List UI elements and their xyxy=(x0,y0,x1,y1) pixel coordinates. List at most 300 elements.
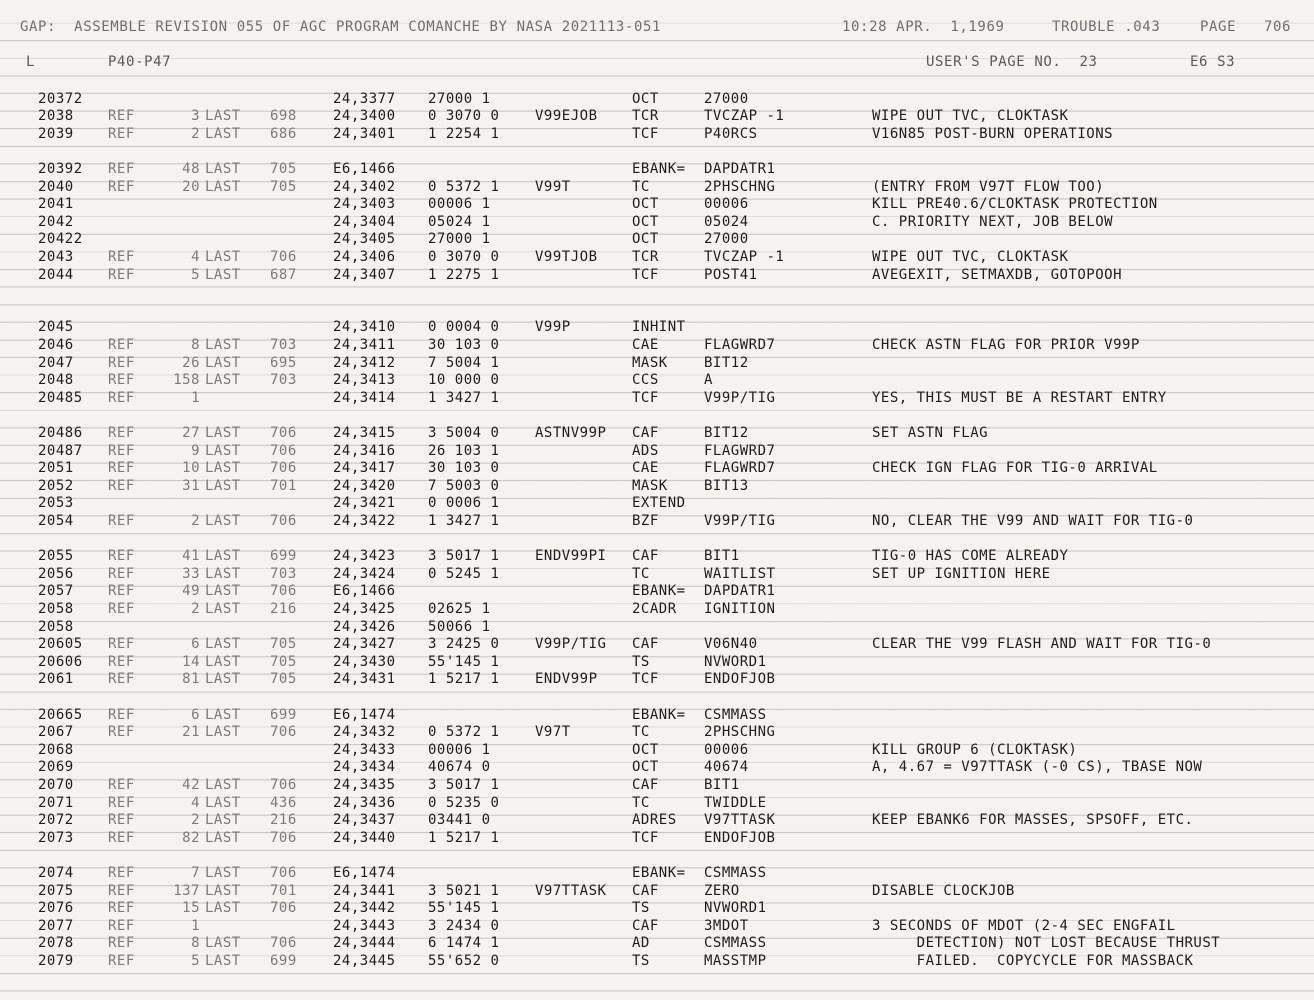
opcode: CAF xyxy=(632,636,659,653)
users-page-label: USER'S PAGE NO. 23 xyxy=(926,54,1098,70)
last-page: 706 xyxy=(270,724,297,741)
last-marker: LAST xyxy=(205,601,241,617)
last-marker: LAST xyxy=(205,935,241,952)
operand: BIT12 xyxy=(704,354,749,371)
listing-row xyxy=(0,319,1314,337)
ref-count: 41 xyxy=(182,548,200,565)
page-number: 706 xyxy=(1264,19,1292,35)
operand: 3MDOT xyxy=(704,917,749,934)
address: 24,3403 xyxy=(333,196,396,213)
address: E6,1474 xyxy=(333,865,396,881)
octal-code: 40674 0 xyxy=(428,759,491,776)
line-number: 2048 xyxy=(38,372,74,389)
line-number: 20487 xyxy=(38,442,83,459)
listing-row xyxy=(0,830,1314,848)
listing-row xyxy=(0,724,1314,742)
ref-marker: REF xyxy=(108,953,135,969)
address: 24,3432 xyxy=(333,724,396,741)
operand: TVCZAP -1 xyxy=(704,249,785,265)
last-page: 706 xyxy=(270,865,297,881)
ref-marker: REF xyxy=(108,601,135,617)
line-number: 2078 xyxy=(38,935,74,952)
address: 24,3434 xyxy=(333,759,396,776)
listing-row xyxy=(0,742,1314,760)
last-marker: LAST xyxy=(205,178,241,195)
opcode: EBANK= xyxy=(632,706,686,723)
comment: V16N85 POST-BURN OPERATIONS xyxy=(872,125,1114,142)
last-marker: LAST xyxy=(205,266,241,283)
last-marker: LAST xyxy=(205,636,241,653)
address: 24,3425 xyxy=(333,601,396,617)
last-page: 703 xyxy=(270,372,297,389)
operand: IGNITION xyxy=(704,601,776,617)
last-page: 216 xyxy=(270,601,297,617)
last-page: 699 xyxy=(270,953,297,969)
listing-row xyxy=(0,407,1314,425)
listing-row xyxy=(0,108,1314,126)
address: 24,3407 xyxy=(333,266,396,283)
operand: BIT13 xyxy=(704,477,749,494)
octal-code: 0 3070 0 xyxy=(428,108,500,125)
comment: A, 4.67 = V97TTASK (-0 CS), TBASE NOW xyxy=(872,759,1203,776)
last-page: 703 xyxy=(270,337,297,353)
listing-row xyxy=(0,161,1314,179)
opcode: ADRES xyxy=(632,812,677,829)
address: 24,3426 xyxy=(333,618,396,635)
operand: NVWORD1 xyxy=(704,653,767,670)
ref-count: 42 xyxy=(182,777,200,793)
listing-row xyxy=(0,548,1314,566)
last-marker: LAST xyxy=(205,671,241,688)
listing-title: GAP: ASSEMBLE REVISION 055 OF AGC PROGRAM COMANCHE BY NASA 2021113-051 xyxy=(20,19,662,35)
line-number: 2072 xyxy=(38,812,74,829)
line-number: 20372 xyxy=(38,90,83,107)
address: 24,3405 xyxy=(333,231,396,248)
operand: 27000 xyxy=(704,231,749,248)
ref-marker: REF xyxy=(108,583,135,600)
address: 24,3400 xyxy=(333,108,396,125)
line-number: 2079 xyxy=(38,953,74,969)
ref-marker: REF xyxy=(108,706,135,723)
comment: SET UP IGNITION HERE xyxy=(872,565,1051,582)
octal-code: 10 000 0 xyxy=(428,372,500,389)
octal-code: 0 5372 1 xyxy=(428,724,500,741)
operand: POST41 xyxy=(704,266,758,283)
line-number: 2045 xyxy=(38,319,74,336)
opcode: TC xyxy=(632,178,650,195)
listing-row xyxy=(0,390,1314,408)
last-page: 699 xyxy=(270,706,297,723)
line-number: 2076 xyxy=(38,900,74,917)
comment: CHECK ASTN FLAG FOR PRIOR V99P xyxy=(872,337,1140,353)
ref-marker: REF xyxy=(108,337,135,353)
last-marker: LAST xyxy=(205,794,241,811)
line-number: 2077 xyxy=(38,917,74,934)
opcode: CAF xyxy=(632,777,659,793)
operand: 40674 xyxy=(704,759,749,776)
listing-row xyxy=(0,126,1314,144)
last-marker: LAST xyxy=(205,477,241,494)
listing-row xyxy=(0,196,1314,214)
symbol-label: ENDV99P xyxy=(535,671,598,688)
ref-count: 2 xyxy=(191,125,200,142)
line-number: 2053 xyxy=(38,495,74,512)
last-marker: LAST xyxy=(205,953,241,969)
ref-count: 33 xyxy=(182,565,200,582)
listing-row xyxy=(0,179,1314,197)
ref-marker: REF xyxy=(108,178,135,195)
last-page: 706 xyxy=(270,935,297,952)
listing-row xyxy=(0,302,1314,320)
opcode: CAF xyxy=(632,548,659,565)
last-marker: LAST xyxy=(205,882,241,899)
operand: TWIDDLE xyxy=(704,794,767,811)
last-marker: LAST xyxy=(205,513,241,529)
ref-marker: REF xyxy=(108,477,135,494)
address: 24,3433 xyxy=(333,741,396,758)
listing-row xyxy=(0,249,1314,267)
symbol-label: ENDV99PI xyxy=(535,548,607,565)
ref-marker: REF xyxy=(108,935,135,952)
opcode: MASK xyxy=(632,354,668,371)
comment: CHECK IGN FLAG FOR TIG-0 ARRIVAL xyxy=(872,460,1158,477)
comment: WIPE OUT TVC, CLOKTASK xyxy=(872,108,1069,125)
ref-marker: REF xyxy=(108,161,135,177)
operand: 2PHSCHNG xyxy=(704,724,776,741)
operand: 05024 xyxy=(704,213,749,230)
operand: FLAGWRD7 xyxy=(704,460,776,477)
comment: TIG-0 HAS COME ALREADY xyxy=(872,548,1069,565)
line-number: 20422 xyxy=(38,231,83,248)
octal-code: 7 5004 1 xyxy=(428,354,500,371)
listing-row xyxy=(0,143,1314,161)
listing-row xyxy=(0,214,1314,232)
opcode: OCT xyxy=(632,759,659,776)
ref-count: 8 xyxy=(191,337,200,353)
ref-marker: REF xyxy=(108,653,135,670)
line-number: 2040 xyxy=(38,178,74,195)
symbol-label: V99P/TIG xyxy=(535,636,607,653)
address: 24,3436 xyxy=(333,794,396,811)
last-page: 706 xyxy=(270,777,297,793)
last-marker: LAST xyxy=(205,354,241,371)
octal-code: 05024 1 xyxy=(428,213,491,230)
ref-count: 2 xyxy=(191,601,200,617)
listing-row xyxy=(0,900,1314,918)
listing-row xyxy=(0,443,1314,461)
listing-row xyxy=(0,619,1314,637)
operand: NVWORD1 xyxy=(704,900,767,917)
octal-code: 3 5017 1 xyxy=(428,548,500,565)
line-number: 20605 xyxy=(38,636,83,653)
ref-count: 14 xyxy=(182,653,200,670)
octal-code: 1 3427 1 xyxy=(428,389,500,406)
octal-code: 00006 1 xyxy=(428,741,491,758)
ref-count: 5 xyxy=(191,953,200,969)
comment: KILL GROUP 6 (CLOKTASK) xyxy=(872,741,1078,758)
listing-row xyxy=(0,337,1314,355)
opcode: TCF xyxy=(632,389,659,406)
last-marker: LAST xyxy=(205,777,241,793)
ref-marker: REF xyxy=(108,671,135,688)
octal-code: 1 5217 1 xyxy=(428,829,500,846)
listing-row xyxy=(0,759,1314,777)
line-number: 2043 xyxy=(38,249,74,265)
opcode: 2CADR xyxy=(632,601,677,617)
last-page: 686 xyxy=(270,125,297,142)
listing-timestamp: 10:28 APR. 1,1969 xyxy=(842,19,1005,35)
opcode: CAE xyxy=(632,337,659,353)
address: 24,3443 xyxy=(333,917,396,934)
line-number: 2057 xyxy=(38,583,74,600)
address: 24,3427 xyxy=(333,636,396,653)
address: 24,3413 xyxy=(333,372,396,389)
last-marker: LAST xyxy=(205,161,241,177)
ref-marker: REF xyxy=(108,724,135,741)
opcode: OCT xyxy=(632,231,659,248)
address: 24,3441 xyxy=(333,882,396,899)
line-number: 2046 xyxy=(38,337,74,353)
last-marker: LAST xyxy=(205,565,241,582)
octal-code: 55'145 1 xyxy=(428,900,500,917)
opcode: TS xyxy=(632,953,650,969)
ref-marker: REF xyxy=(108,125,135,142)
octal-code: 0 5235 0 xyxy=(428,794,500,811)
last-marker: LAST xyxy=(205,653,241,670)
octal-code: 3 2434 0 xyxy=(428,917,500,934)
opcode: CAF xyxy=(632,882,659,899)
operand: V97TTASK xyxy=(704,812,776,829)
last-marker: LAST xyxy=(205,548,241,565)
address: 24,3424 xyxy=(333,565,396,582)
line-number: 2044 xyxy=(38,266,74,283)
ref-marker: REF xyxy=(108,108,135,125)
octal-code: 1 5217 1 xyxy=(428,671,500,688)
line-number: 2054 xyxy=(38,513,74,529)
operand: V99P/TIG xyxy=(704,513,776,529)
operand: BIT12 xyxy=(704,425,749,441)
ref-marker: REF xyxy=(108,777,135,793)
listing-row xyxy=(0,812,1314,830)
opcode: ADS xyxy=(632,442,659,459)
operand: ZERO xyxy=(704,882,740,899)
opcode: TCF xyxy=(632,829,659,846)
ref-count: 2 xyxy=(191,513,200,529)
operand: V06N40 xyxy=(704,636,758,653)
last-page: 216 xyxy=(270,812,297,829)
last-marker: LAST xyxy=(205,372,241,389)
last-marker: LAST xyxy=(205,125,241,142)
line-number: 2067 xyxy=(38,724,74,741)
operand: CSMMASS xyxy=(704,706,767,723)
section-label: P40-P47 xyxy=(108,54,172,70)
line-number: 2075 xyxy=(38,882,74,899)
octal-code: 6 1474 1 xyxy=(428,935,500,952)
opcode: CAF xyxy=(632,917,659,934)
ref-count: 82 xyxy=(182,829,200,846)
listing-row xyxy=(0,91,1314,109)
ref-count: 10 xyxy=(182,460,200,477)
left-flag: L xyxy=(26,54,36,70)
ref-marker: REF xyxy=(108,548,135,565)
ref-count: 9 xyxy=(191,442,200,459)
address: 24,3421 xyxy=(333,495,396,512)
comment: C. PRIORITY NEXT, JOB BELOW xyxy=(872,213,1114,230)
octal-code: 27000 1 xyxy=(428,90,491,107)
ref-count: 27 xyxy=(182,425,200,441)
comment: WIPE OUT TVC, CLOKTASK xyxy=(872,249,1069,265)
line-number: 2068 xyxy=(38,741,74,758)
octal-code: 3 2425 0 xyxy=(428,636,500,653)
octal-code: 7 5003 0 xyxy=(428,477,500,494)
address: 24,3431 xyxy=(333,671,396,688)
listing-row xyxy=(0,495,1314,513)
listing-row xyxy=(0,654,1314,672)
ref-count: 137 xyxy=(173,882,200,899)
ref-marker: REF xyxy=(108,354,135,371)
line-number: 2038 xyxy=(38,108,74,125)
last-page: 695 xyxy=(270,354,297,371)
opcode: OCT xyxy=(632,196,659,213)
address: 24,3435 xyxy=(333,777,396,793)
opcode: TCR xyxy=(632,249,659,265)
opcode: CAE xyxy=(632,460,659,477)
line-number: 2039 xyxy=(38,125,74,142)
symbol-label: V97T xyxy=(535,724,571,741)
last-marker: LAST xyxy=(205,724,241,741)
octal-code: 3 5021 1 xyxy=(428,882,500,899)
opcode: EBANK= xyxy=(632,161,686,177)
ref-count: 26 xyxy=(182,354,200,371)
ref-marker: REF xyxy=(108,636,135,653)
opcode: TCF xyxy=(632,266,659,283)
ref-marker: REF xyxy=(108,372,135,389)
address: 24,3416 xyxy=(333,442,396,459)
listing-row xyxy=(0,918,1314,936)
address: 24,3422 xyxy=(333,513,396,529)
ref-marker: REF xyxy=(108,812,135,829)
last-marker: LAST xyxy=(205,812,241,829)
address: E6,1466 xyxy=(333,161,396,177)
ref-marker: REF xyxy=(108,425,135,441)
ref-count: 31 xyxy=(182,477,200,494)
symbol-label: V99EJOB xyxy=(535,108,598,125)
ref-marker: REF xyxy=(108,249,135,265)
last-marker: LAST xyxy=(205,865,241,881)
last-page: 687 xyxy=(270,266,297,283)
octal-code: 0 5372 1 xyxy=(428,178,500,195)
address: 24,3401 xyxy=(333,125,396,142)
last-marker: LAST xyxy=(205,442,241,459)
ref-count: 7 xyxy=(191,865,200,881)
line-number: 2058 xyxy=(38,618,74,635)
opcode: EXTEND xyxy=(632,495,686,512)
address: 24,3414 xyxy=(333,389,396,406)
octal-code: 03441 0 xyxy=(428,812,491,829)
operand: 00006 xyxy=(704,196,749,213)
bank-label: E6 S3 xyxy=(1190,54,1236,70)
listing-row xyxy=(0,478,1314,496)
listing-row xyxy=(0,707,1314,725)
listing-row xyxy=(0,953,1314,971)
address: 24,3444 xyxy=(333,935,396,952)
last-page: 703 xyxy=(270,565,297,582)
last-marker: LAST xyxy=(205,425,241,441)
ref-count: 1 xyxy=(191,389,200,406)
operand: DAPDATR1 xyxy=(704,583,776,600)
comment: SET ASTN FLAG xyxy=(872,425,989,441)
line-number: 2047 xyxy=(38,354,74,371)
line-number: 2056 xyxy=(38,565,74,582)
address: 24,3410 xyxy=(333,319,396,336)
operand: ENDOFJOB xyxy=(704,671,776,688)
comment: AVEGEXIT, SETMAXDB, GOTOPOOH xyxy=(872,266,1123,283)
opcode: INHINT xyxy=(632,319,686,336)
last-page: 706 xyxy=(270,425,297,441)
operand: MASSTMP xyxy=(704,953,767,969)
listing-row xyxy=(0,795,1314,813)
ref-marker: REF xyxy=(108,565,135,582)
comment: YES, THIS MUST BE A RESTART ENTRY xyxy=(872,389,1167,406)
symbol-label: V99TJOB xyxy=(535,249,598,265)
octal-code: 55'652 0 xyxy=(428,953,500,969)
listing-row xyxy=(0,284,1314,302)
ref-count: 158 xyxy=(173,372,200,389)
last-marker: LAST xyxy=(205,249,241,265)
address: 24,3442 xyxy=(333,900,396,917)
line-number: 2041 xyxy=(38,196,74,213)
address: 24,3412 xyxy=(333,354,396,371)
address: 24,3440 xyxy=(333,829,396,846)
opcode: OCT xyxy=(632,741,659,758)
listing-row xyxy=(0,231,1314,249)
octal-code: 50066 1 xyxy=(428,618,491,635)
opcode: TCF xyxy=(632,671,659,688)
octal-code: 3 5004 0 xyxy=(428,425,500,441)
opcode: MASK xyxy=(632,477,668,494)
last-page: 436 xyxy=(270,794,297,811)
octal-code: 3 5017 1 xyxy=(428,777,500,793)
ref-count: 21 xyxy=(182,724,200,741)
ref-marker: REF xyxy=(108,865,135,881)
comment: CLEAR THE V99 FLASH AND WAIT FOR TIG-0 xyxy=(872,636,1212,653)
ref-count: 2 xyxy=(191,812,200,829)
line-number: 2070 xyxy=(38,777,74,793)
address: 24,3404 xyxy=(333,213,396,230)
comment: DISABLE CLOCKJOB xyxy=(872,882,1015,899)
last-page: 701 xyxy=(270,477,297,494)
address: 24,3402 xyxy=(333,178,396,195)
line-number: 20485 xyxy=(38,389,83,406)
listing-row xyxy=(0,460,1314,478)
ref-count: 49 xyxy=(182,583,200,600)
ref-marker: REF xyxy=(108,513,135,529)
last-page: 706 xyxy=(270,249,297,265)
address: E6,1474 xyxy=(333,706,396,723)
address: E6,1466 xyxy=(333,583,396,600)
listing-row xyxy=(0,531,1314,549)
octal-code: 26 103 1 xyxy=(428,442,500,459)
last-marker: LAST xyxy=(205,706,241,723)
listing-row xyxy=(0,425,1314,443)
last-page: 705 xyxy=(270,178,297,195)
line-number: 20392 xyxy=(38,161,83,177)
operand: DAPDATR1 xyxy=(704,161,776,177)
line-number: 2071 xyxy=(38,794,74,811)
address: 24,3430 xyxy=(333,653,396,670)
octal-code: 27000 1 xyxy=(428,231,491,248)
symbol-label: V97TTASK xyxy=(535,882,607,899)
